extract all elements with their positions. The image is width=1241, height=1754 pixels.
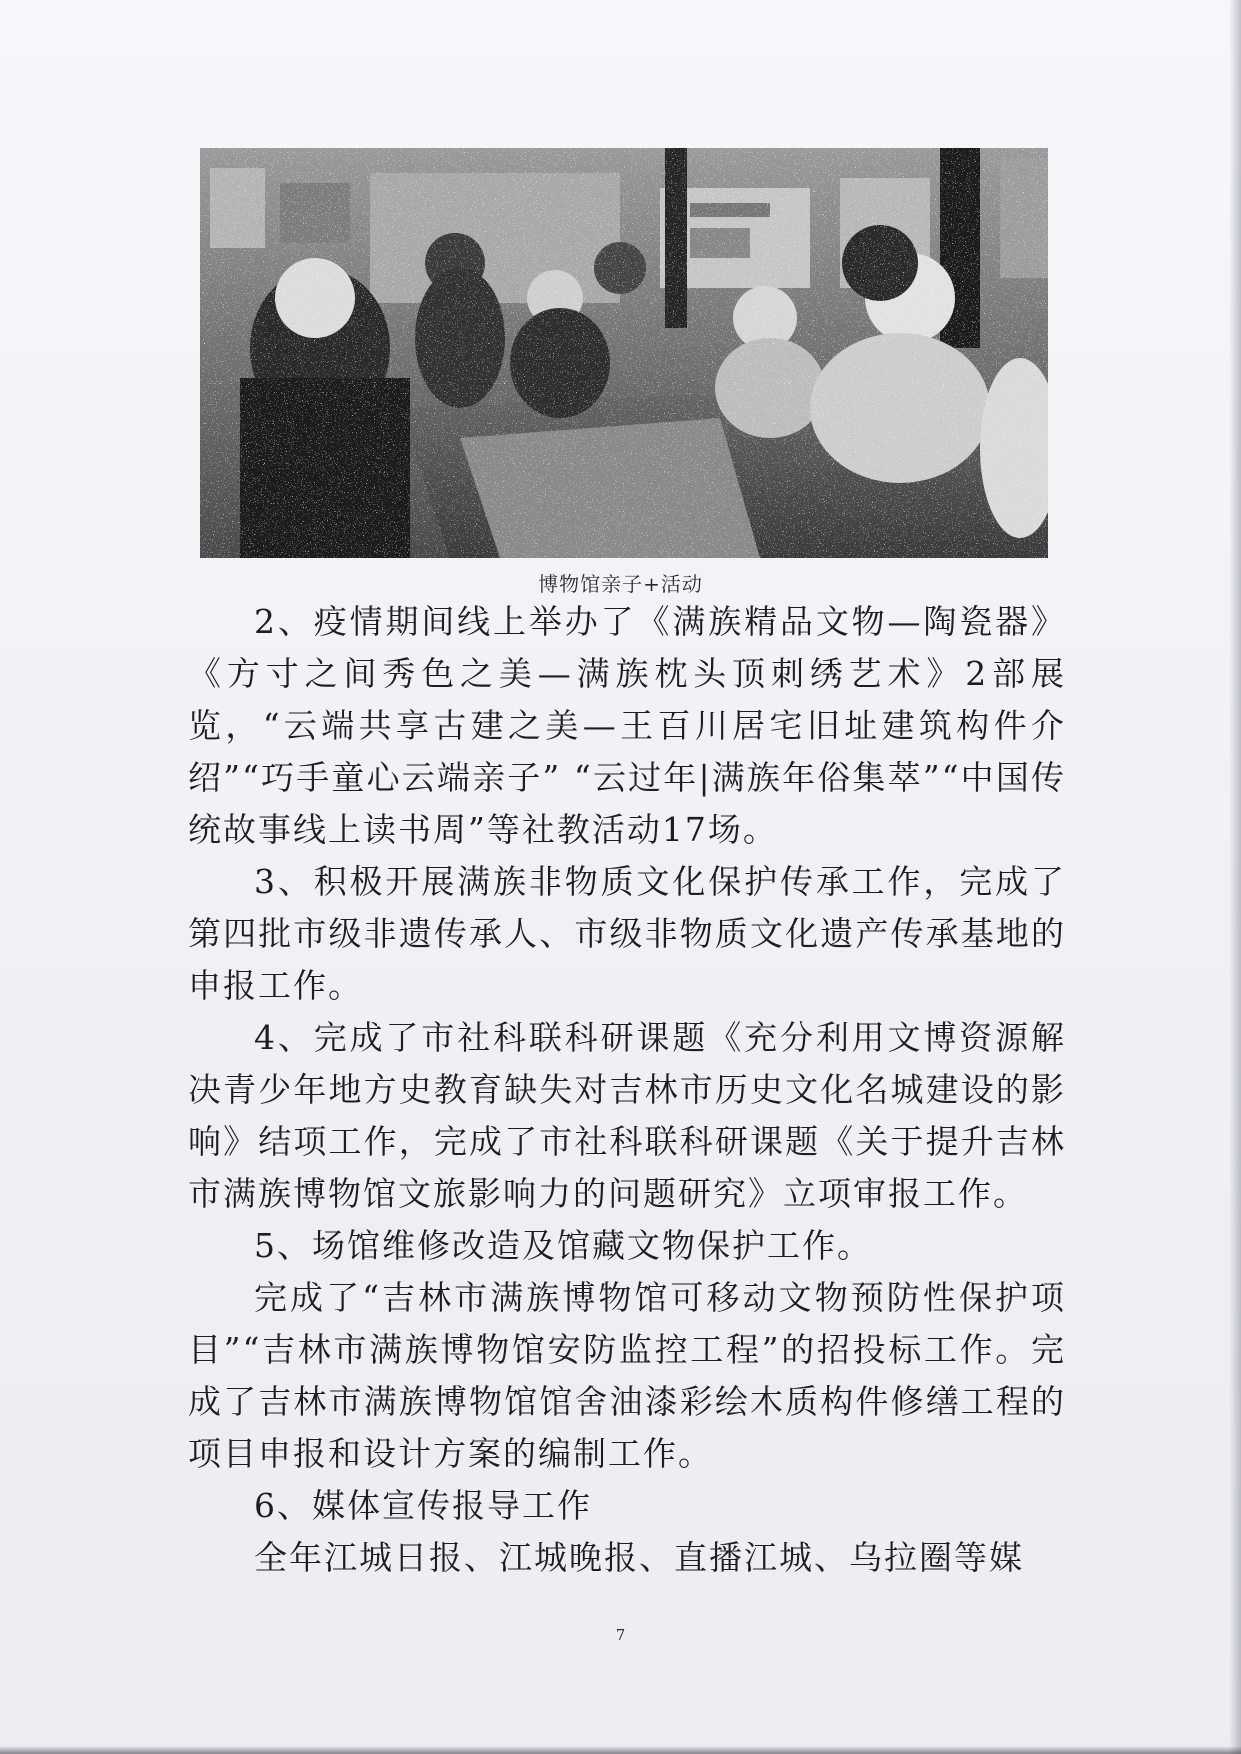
photo-museum-activity-icon — [200, 148, 1048, 558]
activity-photo — [200, 148, 1048, 558]
figure-caption: 博物馆亲子+活动 — [538, 572, 703, 596]
paragraph-6-heading: 6、媒体宣传报导工作 — [254, 1486, 592, 1525]
page-number: 7 — [615, 1626, 626, 1644]
paragraph-3: 3、积极开展满族非物质文化保护传承工作，完成了第四批市级非遗传承人、市级非物质文化遗产传承基地的申报工作。 — [188, 862, 1066, 1005]
paragraph-6-body: 全年江城日报、江城晚报、直播江城、乌拉圈等媒 — [254, 1538, 1024, 1577]
scan-edge-shadow — [1229, 0, 1241, 1754]
body-text — [188, 596, 1066, 1584]
paragraph-2: 2、疫情期间线上举办了《满族精品文物—陶瓷器》《方寸之间秀色之美—满族枕头顶刺绣艺术》2部展览，“云端共享古建之美—王百川居宅旧址建筑构件介绍”“巧手童心云端亲子” “云过年|满族年俗集萃”“中国传统故事线上读书周”等社教活动17场。 — [188, 602, 1066, 849]
scan-bottom-edge — [0, 1746, 1241, 1754]
paragraph-5-heading: 5、场馆维修改造及馆藏文物保护工作。 — [254, 1226, 872, 1265]
paragraph-5-body: 完成了“吉林市满族博物馆可移动文物预防性保护项目”“吉林市满族博物馆安防监控工程”的招投标工作。完成了吉林市满族博物馆馆舍油漆彩绘木质构件修缮工程的项目申报和设计方案的编制工作。 — [188, 1278, 1066, 1473]
paragraph-4: 4、完成了市社科联科研课题《充分利用文博资源解决青少年地方史教育缺失对吉林市历史文化名城建设的影响》结项工作，完成了市社科联科研课题《关于提升吉林市满族博物馆文旅影响力的问题研究》立项审报工作。 — [188, 1018, 1066, 1213]
